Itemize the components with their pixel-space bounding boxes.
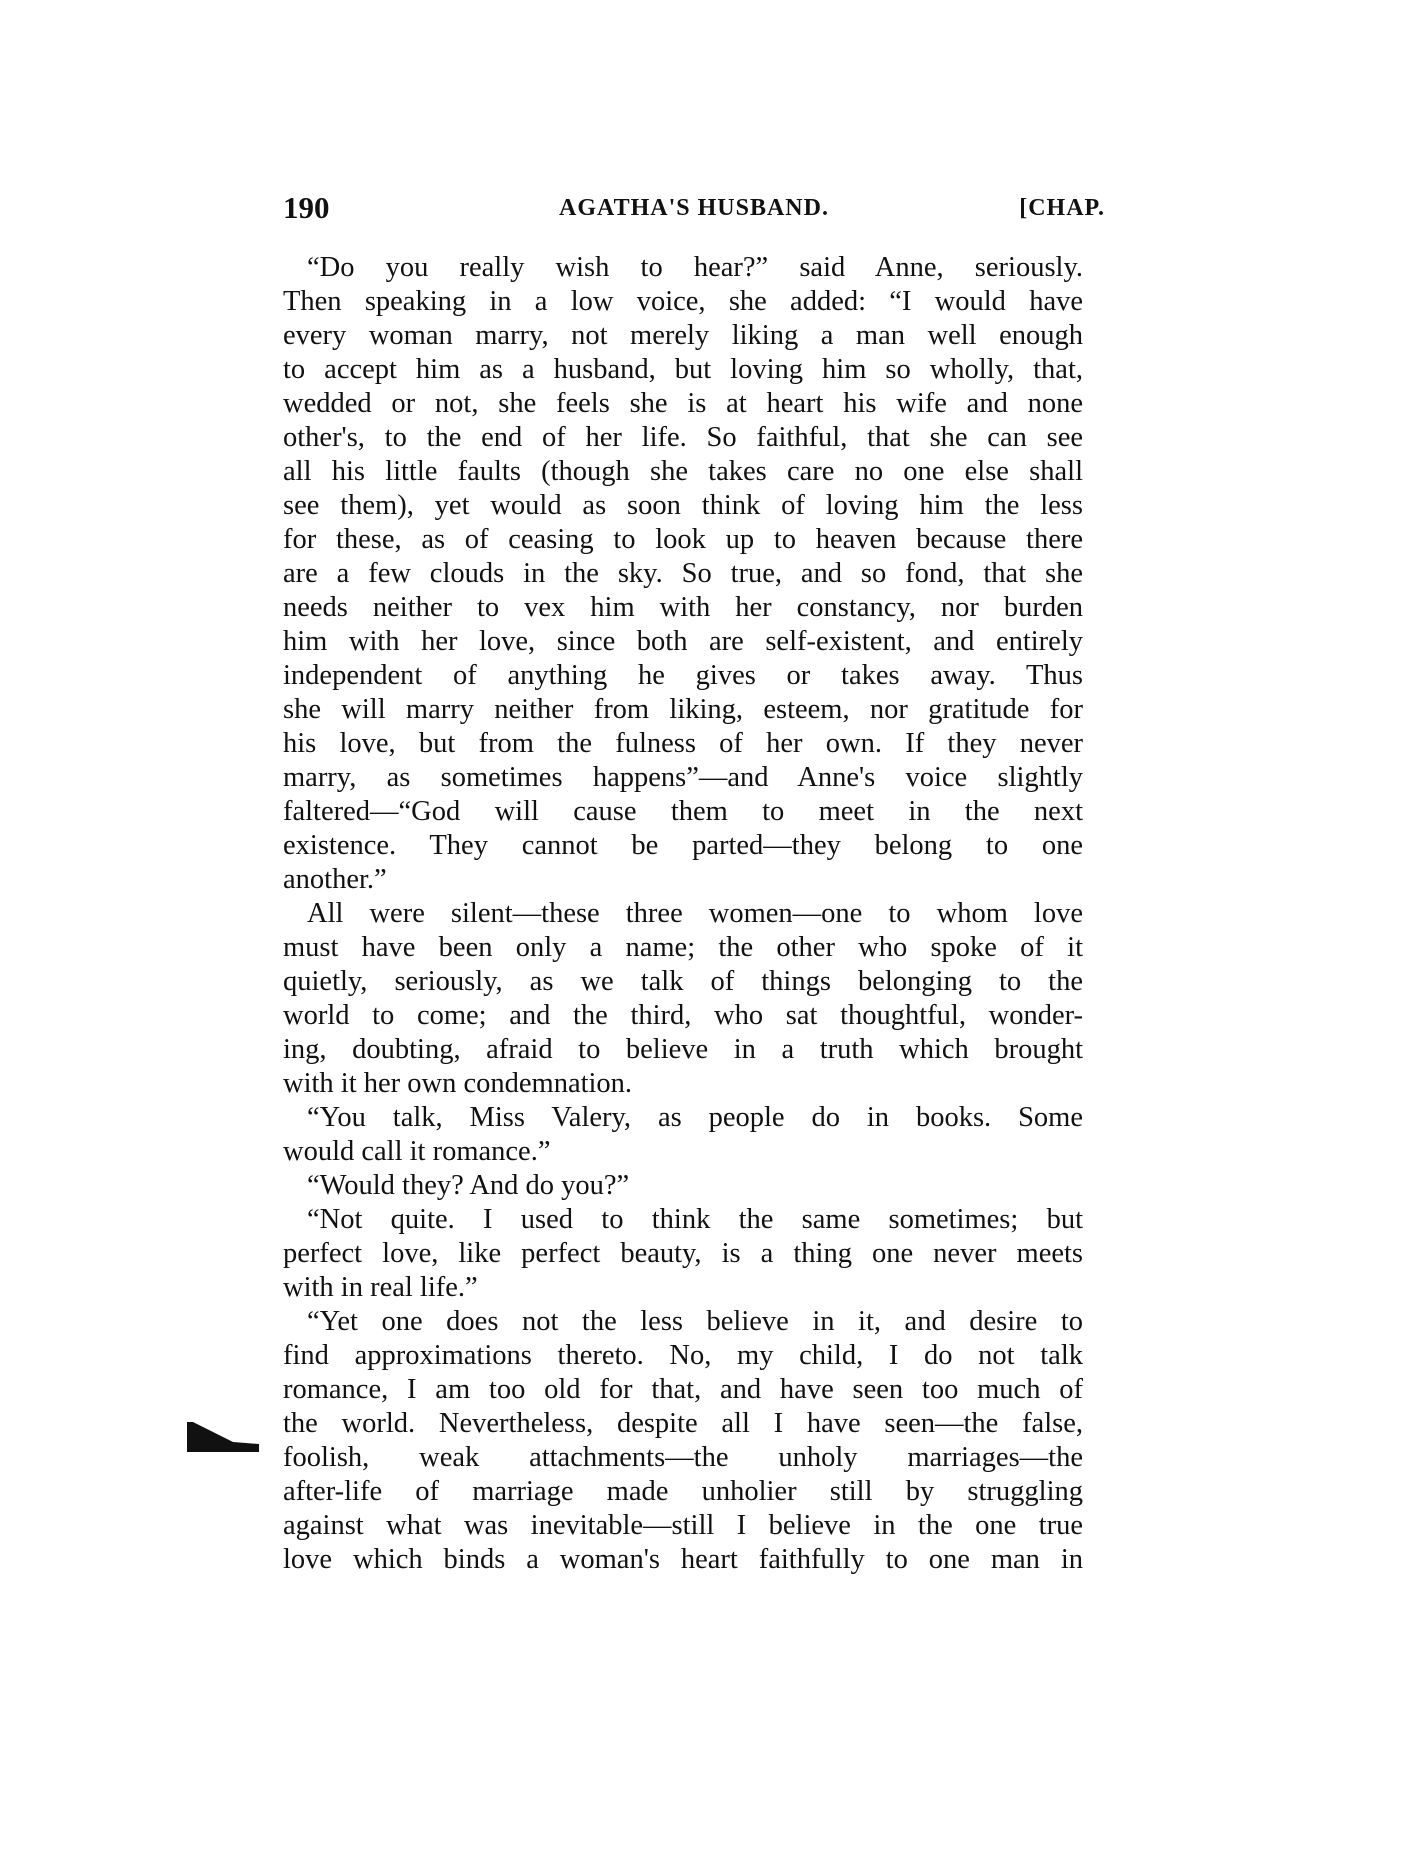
text-line: she will marry neither from liking, esteem, nor gratitude for (283, 694, 1083, 725)
text-line: “Do you really wish to hear?” said Anne, seriously. (307, 252, 1083, 283)
text-line: foolish, weak attachments—the unholy marriages—the (283, 1442, 1083, 1473)
paragraph (283, 1203, 1083, 1305)
book-title: AGATHA'S HUSBAND. (559, 195, 829, 221)
text-line: would call it romance.” (283, 1136, 551, 1167)
text-line: “Not quite. I used to think the same sometimes; but (307, 1204, 1083, 1235)
page-number: 190 (283, 190, 330, 225)
text-line: every woman marry, not merely liking a man well enough (283, 320, 1083, 351)
text-line: the world. Nevertheless, despite all I have seen—the false, (283, 1408, 1083, 1439)
paragraph (283, 1101, 1083, 1169)
text-line: wedded or not, she feels she is at heart his wife and none (283, 388, 1083, 419)
text-line: against what was inevitable—still I believe in the one true (283, 1510, 1083, 1541)
text-line: marry, as sometimes happens”—and Anne's voice slightly (283, 762, 1083, 793)
page-turn-arrow-icon (187, 1422, 259, 1452)
running-head (283, 188, 1105, 228)
text-line: all his little faults (though she takes care no one else shall (283, 456, 1083, 487)
text-line: needs neither to vex him with her constancy, nor burden (283, 592, 1083, 623)
text-line: romance, I am too old for that, and have seen too much of (283, 1374, 1083, 1405)
text-line: existence. They cannot be parted—they belong to one (283, 830, 1083, 861)
text-line: with it her own condemnation. (283, 1068, 633, 1099)
paragraph (283, 1169, 1083, 1203)
text-line: other's, to the end of her life. So faithful, that she can see (283, 422, 1083, 453)
text-line: with in real life.” (283, 1272, 478, 1303)
text-line: for these, as of ceasing to look up to heaven because there (283, 524, 1083, 555)
text-line: faltered—“God will cause them to meet in the next (283, 796, 1083, 827)
text-line: love which binds a woman's heart faithfully to one man in (283, 1544, 1083, 1575)
text-line: must have been only a name; the other who spoke of it (283, 932, 1083, 963)
text-line: another.” (283, 864, 387, 895)
text-line: “Would they? And do you?” (307, 1170, 630, 1201)
text-line: see them), yet would as soon think of loving him the less (283, 490, 1083, 521)
text-line: “Yet one does not the less believe in it, and desire to (307, 1306, 1083, 1337)
text-line: perfect love, like perfect beauty, is a thing one never meets (283, 1238, 1083, 1269)
text-line: find approximations thereto. No, my child, I do not talk (283, 1340, 1083, 1371)
text-line: ing, doubting, afraid to believe in a truth which brought (283, 1034, 1083, 1065)
chapter-marker: [CHAP. (1019, 195, 1105, 221)
text-line: Then speaking in a low voice, she added: “I would have (283, 286, 1083, 317)
text-line: him with her love, since both are self-existent, and entirely (283, 626, 1083, 657)
text-line: to accept him as a husband, but loving him so wholly, that, (283, 354, 1083, 385)
text-line: after-life of marriage made unholier still by struggling (283, 1476, 1083, 1507)
text-line: quietly, seriously, as we talk of things belonging to the (283, 966, 1083, 997)
text-line: his love, but from the fulness of her own. If they never (283, 728, 1083, 759)
text-line: independent of anything he gives or takes away. Thus (283, 660, 1083, 691)
paragraph (283, 897, 1083, 1101)
body-text (283, 251, 1083, 1577)
paragraph (283, 251, 1083, 897)
text-line: All were silent—these three women—one to whom love (307, 898, 1083, 929)
text-line: “You talk, Miss Valery, as people do in books. Some (307, 1102, 1083, 1133)
text-line: world to come; and the third, who sat thoughtful, wonder- (283, 1000, 1083, 1031)
text-line: are a few clouds in the sky. So true, and so fond, that she (283, 558, 1083, 589)
paragraph (283, 1305, 1083, 1577)
